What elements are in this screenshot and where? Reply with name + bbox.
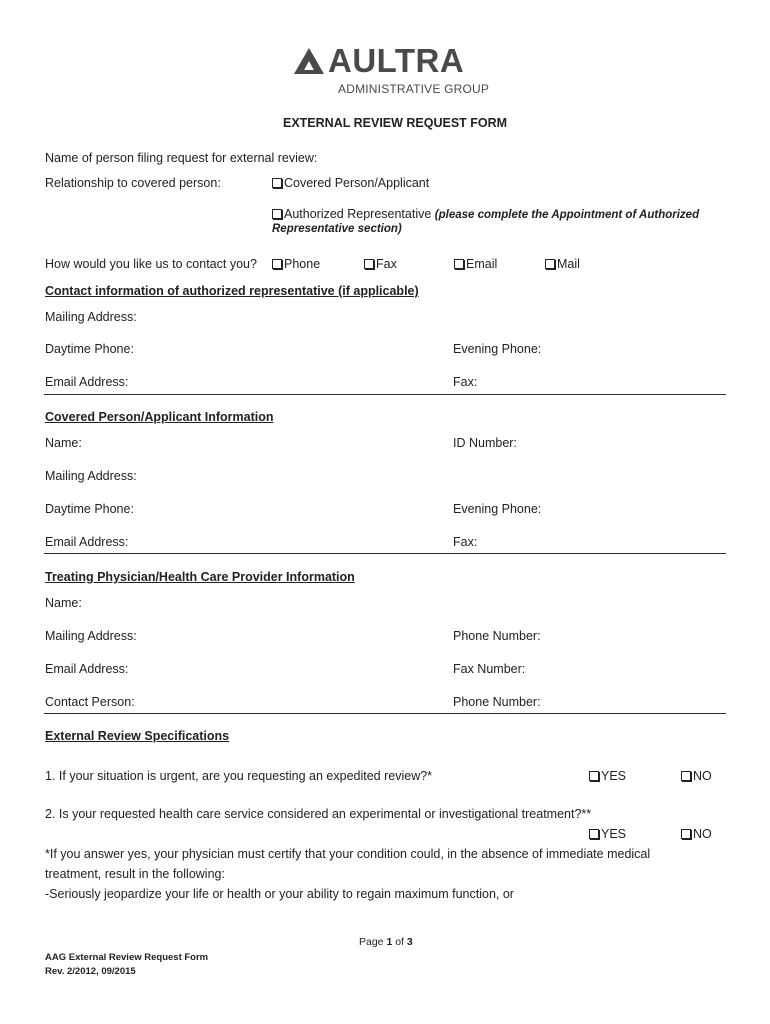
rel-authorized-rep-option[interactable]: Authorized Representative (please complete the Appointment of Authorized [272,207,699,221]
contact-email-option[interactable]: Email [454,257,497,271]
physician-phone-label: Phone Number: [453,629,541,643]
checkbox-icon[interactable] [454,259,464,269]
company-logo [292,44,492,100]
covered-mailing-label: Mailing Address: [45,469,137,483]
physician-contact-person-label: Contact Person: [45,695,135,709]
checkbox-icon[interactable] [272,178,282,188]
covered-evening-phone-label: Evening Phone: [453,502,542,516]
q1-no-option[interactable]: NO [681,769,712,783]
auth-rep-evening-phone-label: Evening Phone: [453,342,542,356]
auth-rep-email-label: Email Address: [45,375,129,389]
question-experimental-treatment: 2. Is your requested health care service considered an experimental or investigational treatment?** [45,807,592,821]
physician-fax-label: Fax Number: [453,662,526,676]
q2-no-option[interactable]: NO [681,827,712,841]
page-indicator: Page 1 of 3 [359,936,413,948]
contact-fax-option[interactable]: Fax [364,257,397,271]
physician-email-label: Email Address: [45,662,129,676]
covered-person-heading: Covered Person/Applicant Information [45,410,274,424]
covered-email-label: Email Address: [45,535,129,549]
covered-name-label: Name: [45,436,82,450]
checkbox-icon[interactable] [681,829,691,839]
footnote-line-3: -Seriously jeopardize your life or health or your ability to regain maximum function, or [45,887,514,901]
q2-yes-option[interactable]: YES [589,827,626,841]
section-divider [44,394,726,395]
physician-mailing-label: Mailing Address: [45,629,137,643]
contact-mail-option[interactable]: Mail [545,257,580,271]
section-divider [44,553,726,554]
rel-covered-person-option[interactable]: Covered Person/Applicant [272,176,429,190]
physician-name-label: Name: [45,596,82,610]
auth-rep-fax-label: Fax: [453,375,478,389]
auth-rep-heading: Contact information of authorized representative (if applicable) [45,284,419,298]
covered-fax-label: Fax: [453,535,478,549]
physician-contact-phone-label: Phone Number: [453,695,541,709]
filer-name-label: Name of person filing request for external review: [45,151,318,165]
auth-rep-note: (please complete the Appointment of Authorized [434,209,700,221]
aultra-triangle-logo-icon [292,46,326,76]
logo-tagline: ADMINISTRATIVE GROUP [338,82,490,96]
specs-heading: External Review Specifications [45,729,230,743]
relationship-label: Relationship to covered person: [45,176,221,190]
logo-wordmark: AULTRA [328,42,465,79]
auth-rep-note-continued: Representative section) [272,223,402,235]
checkbox-icon[interactable] [589,829,599,839]
checkbox-icon[interactable] [272,259,282,269]
form-title: EXTERNAL REVIEW REQUEST FORM [283,116,508,130]
covered-id-label: ID Number: [453,436,517,450]
checkbox-icon[interactable] [589,771,599,781]
checkbox-icon[interactable] [681,771,691,781]
contact-preference-label: How would you like us to contact you? [45,257,257,271]
checkbox-icon[interactable] [272,209,282,219]
question-expedited-review: 1. If your situation is urgent, are you requesting an expedited review?* [45,769,433,783]
contact-phone-option[interactable]: Phone [272,257,320,271]
footer-revision: Rev. 2/2012, 09/2015 [45,966,136,977]
checkbox-icon[interactable] [364,259,374,269]
checkbox-icon[interactable] [545,259,555,269]
physician-heading: Treating Physician/Health Care Provider Information [45,570,355,584]
footnote-line-1: *If you answer yes, your physician must certify that your condition could, in the absence of immediate medical [45,847,651,861]
section-divider [44,713,726,714]
auth-rep-mailing-label: Mailing Address: [45,310,137,324]
q1-yes-option[interactable]: YES [589,769,626,783]
auth-rep-daytime-phone-label: Daytime Phone: [45,342,134,356]
footnote-line-2: treatment, result in the following: [45,867,225,881]
footer-form-name: AAG External Review Request Form [45,952,209,963]
covered-daytime-phone-label: Daytime Phone: [45,502,134,516]
